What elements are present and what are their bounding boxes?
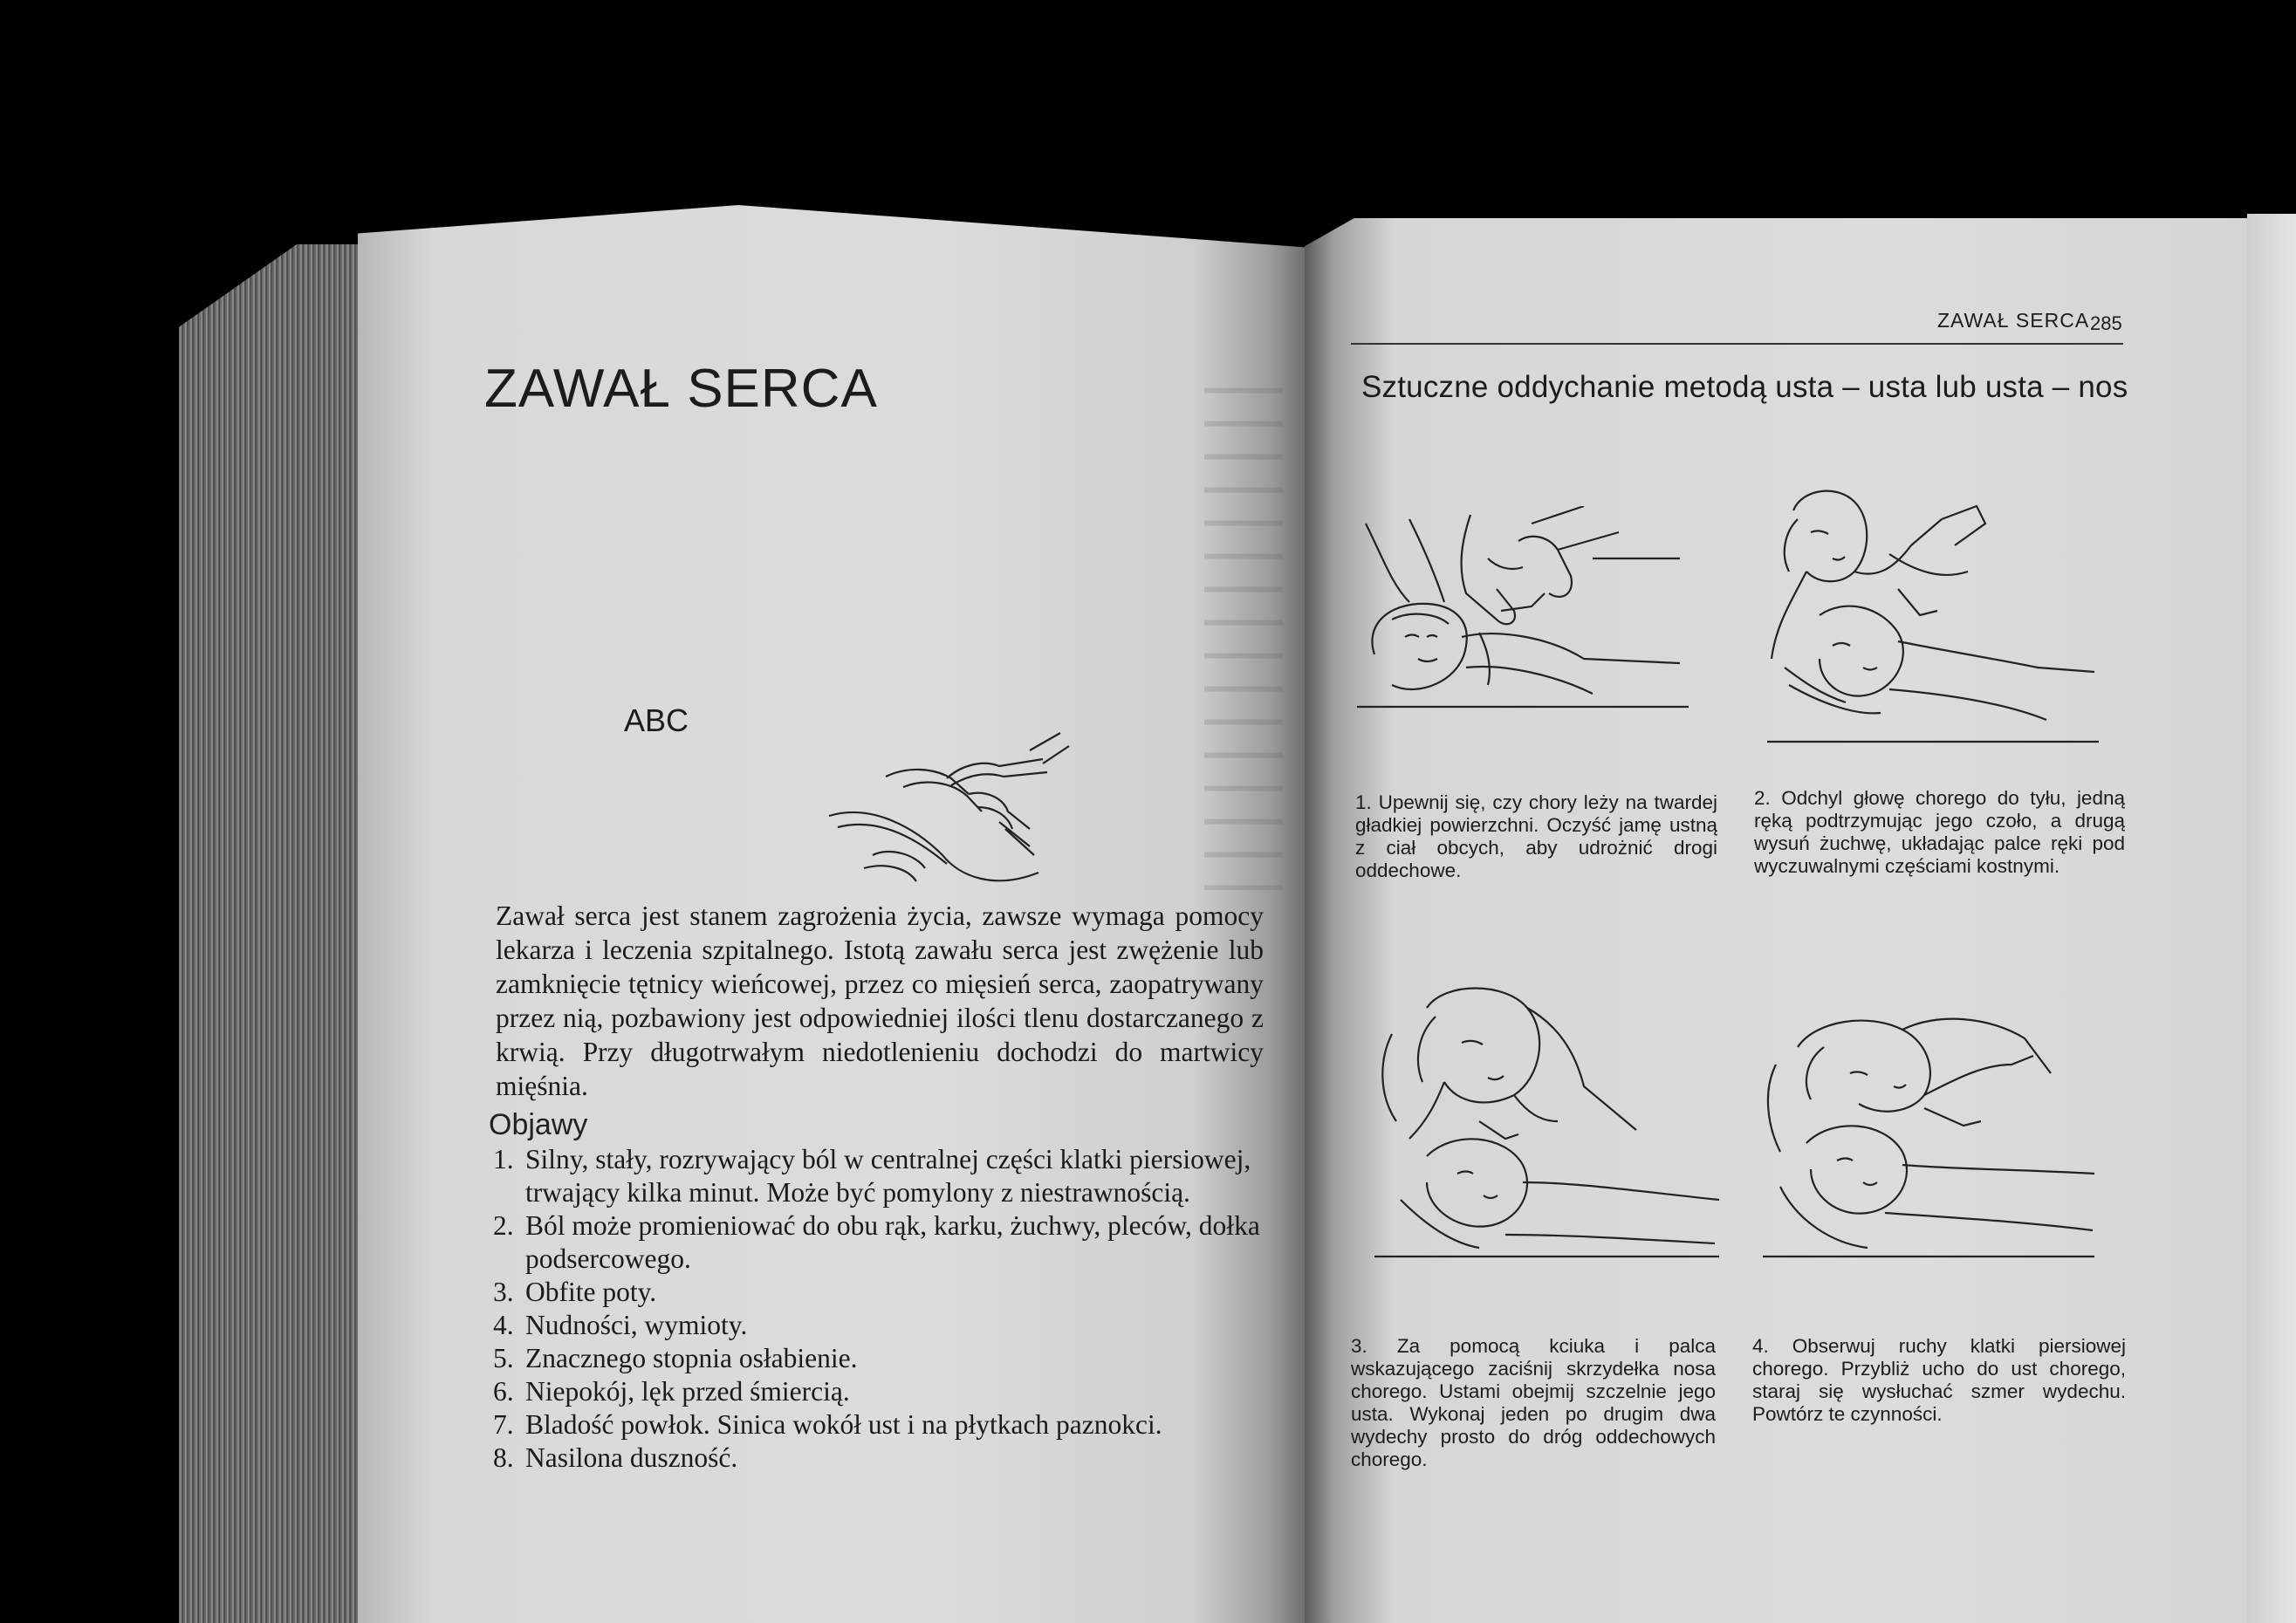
bleed-through bbox=[1204, 366, 1283, 890]
list-item: 2. Ból może promieniować do obu rąk, karku, żuchwy, pleców, dołka podsercowego. bbox=[493, 1210, 1260, 1274]
illustration-label: ABC bbox=[624, 702, 689, 738]
step-4-caption: 4. Obserwuj ruchy klatki piersiowej chorego. Przybliż ucho do ust chorego, staraj się wysłuchać szmer wydechu. Powtórz te czynności. bbox=[1752, 1335, 2126, 1425]
step-2-caption: 2. Odchyl głowę chorego do tyłu, jedną ręką podtrzymując jego czoło, a drugą wysuń żuchwę, układając palce ręki pod wyczuwalnymi częściami kostnymi. bbox=[1754, 787, 2125, 877]
page-number: 285 bbox=[2090, 312, 2122, 334]
list-item: 1. Silny, stały, rozrywający ból w centralnej części klatki piersiowej, trwający kilka minut. Może być pomylony z niestrawnością. bbox=[493, 1144, 1251, 1208]
symptoms-list bbox=[493, 1143, 1265, 1475]
step-4-illustration bbox=[1763, 1012, 2094, 1261]
right-page-edge bbox=[2247, 214, 2296, 1623]
section-heading-symptoms: Objawy bbox=[489, 1108, 588, 1141]
step-1-caption: 1. Upewnij się, czy chory leży na twardej gładkiej powierzchni. Oczyść jamę ustną z ciał obcych, aby udrożnić drogi oddechowe. bbox=[1355, 791, 1717, 881]
list-item: 6. Niepokój, lęk przed śmiercią. bbox=[493, 1376, 850, 1407]
chest-compression-illustration bbox=[820, 724, 1073, 899]
list-item: 7. Bladość powłok. Sinica wokół ust i na płytkach paznokci. bbox=[493, 1409, 1162, 1440]
section-title: Sztuczne oddychanie metodą usta – usta lub usta – nos bbox=[1361, 370, 2128, 404]
running-head: ZAWAŁ SERCA bbox=[1937, 309, 2090, 332]
list-item: 4. Nudności, wymioty. bbox=[493, 1310, 748, 1340]
list-item: 8. Nasilona duszność. bbox=[493, 1442, 738, 1473]
step-1-illustration bbox=[1357, 506, 1689, 716]
list-item: 3. Obfite poty. bbox=[493, 1277, 657, 1307]
header-rule bbox=[1351, 343, 2123, 345]
page-title: ZAWAŁ SERCA bbox=[484, 359, 878, 419]
step-3-illustration bbox=[1374, 982, 1719, 1261]
page-stack-edge bbox=[179, 244, 375, 1623]
step-2-illustration bbox=[1767, 484, 2099, 746]
list-item: 5. Znacznego stopnia osłabienie. bbox=[493, 1343, 858, 1373]
step-3-caption: 3. Za pomocą kciuka i palca wskazującego zaciśnij skrzydełka nosa chorego. Ustami obejmij szczelnie jego usta. Wykonaj jeden po drugim dwa wydechy prosto do dróg oddechowych chorego. bbox=[1351, 1335, 1716, 1470]
intro-paragraph: Zawał serca jest stanem zagrożenia życia, zawsze wymaga pomocy lekarza i leczenia szpitalnego. Istotą zawału serca jest zwężenie lub zamknięcie tętnicy wieńcowej, przez co mięsień serca, zaopatrywany przez nią, pozbawiony jest odpowiedniej ilości tlenu dostarczanego z krwią. Przy długotrwałym niedotlenieniu dochodzi do martwicy mięśnia. bbox=[496, 901, 1264, 1101]
